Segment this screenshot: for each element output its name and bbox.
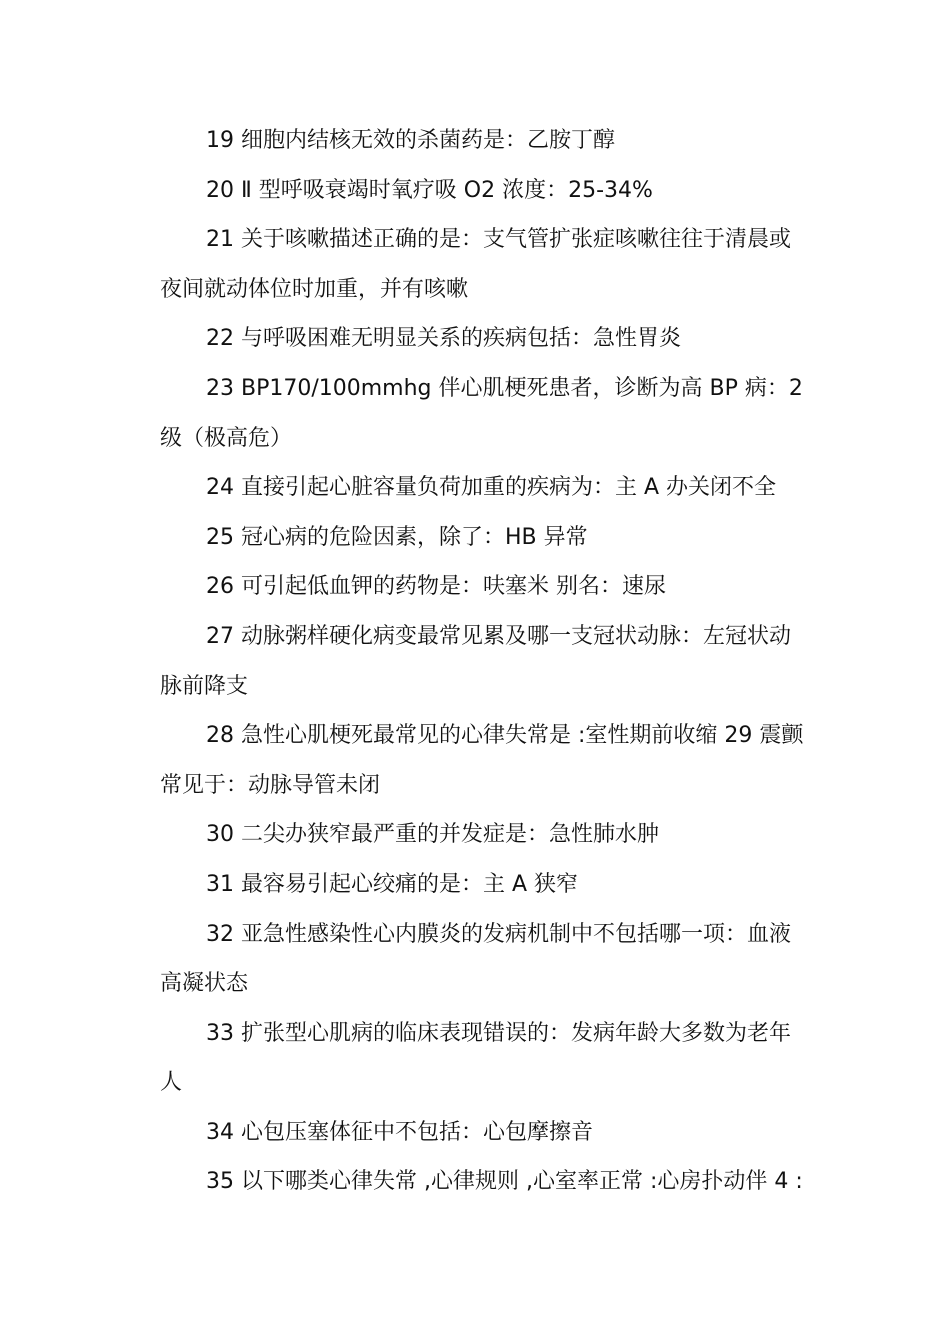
paragraph-28-29: 28 急性心肌梗死最常见的心律失常是 :室性期前收缩 29 震颤常见于：动脉导管未闭 bbox=[160, 723, 804, 798]
paragraph-33: 33 扩张型心肌病的临床表现错误的：发病年龄大多数为老年人 bbox=[160, 1020, 791, 1096]
paragraph-27: 27 动脉粥样硬化病变最常见累及哪一支冠状动脉：左冠状动脉前降支 bbox=[160, 623, 791, 699]
paragraph-26: 26 可引起低血钾的药物是：呋塞米 别名：速尿 bbox=[206, 574, 666, 600]
paragraph-24: 24 直接引起心脏容量负荷加重的疾病为：主 A 办关闭不全 bbox=[206, 475, 777, 501]
paragraph-35: 35 以下哪类心律失常 ,心律规则 ,心室率正常 :心房扑动伴 4 : bbox=[206, 1169, 803, 1195]
paragraph-22: 22 与呼吸困难无明显关系的疾病包括：急性胃炎 bbox=[206, 326, 681, 352]
paragraph-30: 30 二尖办狭窄最严重的并发症是：急性肺水肿 bbox=[206, 822, 659, 848]
paragraph-23: 23 BP170/100mmhg 伴心肌梗死患者，诊断为高 BP 病：2 级（极高危） bbox=[160, 375, 803, 451]
paragraph-32: 32 亚急性感染性心内膜炎的发病机制中不包括哪一项：血液高凝状态 bbox=[160, 921, 791, 997]
paragraph-20: 20 Ⅱ 型呼吸衰竭时氧疗吸 O2 浓度：25-34% bbox=[206, 177, 653, 203]
paragraph-34: 34 心包压塞体征中不包括：心包摩擦音 bbox=[206, 1119, 593, 1145]
document-body bbox=[160, 116, 810, 1207]
paragraph-31: 31 最容易引起心绞痛的是：主 A 狭窄 bbox=[206, 871, 579, 897]
paragraph-21: 21 关于咳嗽描述正确的是：支气管扩张症咳嗽往往于清晨或夜间就动体位时加重，并有咳嗽 bbox=[160, 227, 791, 302]
paragraph-25: 25 冠心病的危险因素，除了：HB 异常 bbox=[206, 524, 588, 550]
paragraph-19: 19 细胞内结核无效的杀菌药是：乙胺丁醇 bbox=[206, 128, 615, 153]
